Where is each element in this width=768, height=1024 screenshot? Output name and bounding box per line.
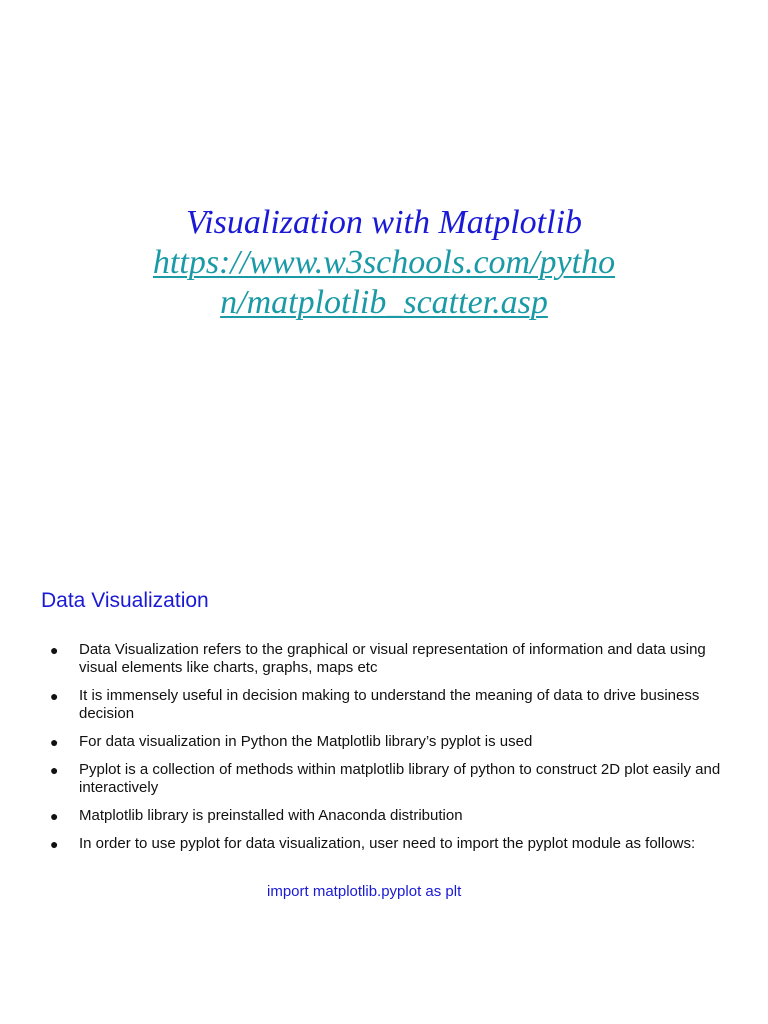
bullet-dot-icon: ● [50, 734, 59, 750]
list-item-text: For data visualization in Python the Matplotlib library’s pyplot is used [79, 733, 533, 750]
list-item-text: It is immensely useful in decision making to understand the meaning of data to drive business decision [79, 687, 700, 722]
code-snippet: import matplotlib.pyplot as plt [267, 883, 462, 900]
list-item [48, 807, 728, 825]
bullet-dot-icon: ● [50, 836, 59, 852]
list-item-text: In order to use pyplot for data visualization, user need to import the pyplot module as follows: [79, 835, 696, 852]
bullet-dot-icon: ● [50, 808, 59, 824]
bullet-dot-icon: ● [50, 642, 59, 658]
bullet-dot-icon: ● [50, 688, 59, 704]
bullet-list [48, 641, 728, 863]
reference-link-line-2[interactable]: n/matplotlib_scatter.asp [220, 284, 548, 321]
page-title: Visualization with Matplotlib [185, 204, 583, 241]
list-item [48, 835, 728, 853]
bullet-dot-icon: ● [50, 762, 59, 778]
list-item-text: Pyplot is a collection of methods within matplotlib library of python to construct 2D plot easily and interactively [79, 761, 721, 796]
list-item [48, 733, 728, 751]
title-block [0, 203, 768, 323]
list-item [48, 687, 728, 723]
list-item-text: Data Visualization refers to the graphical or visual representation of information and data using visual elements like charts, graphs, maps etc [79, 641, 706, 676]
reference-link-line-1[interactable]: https://www.w3schools.com/pytho [152, 244, 616, 281]
list-item [48, 641, 728, 677]
list-item-text: Matplotlib library is preinstalled with Anaconda distribution [79, 807, 463, 824]
section-heading: Data Visualization [41, 589, 209, 612]
reference-link[interactable] [0, 243, 768, 323]
list-item [48, 761, 728, 797]
